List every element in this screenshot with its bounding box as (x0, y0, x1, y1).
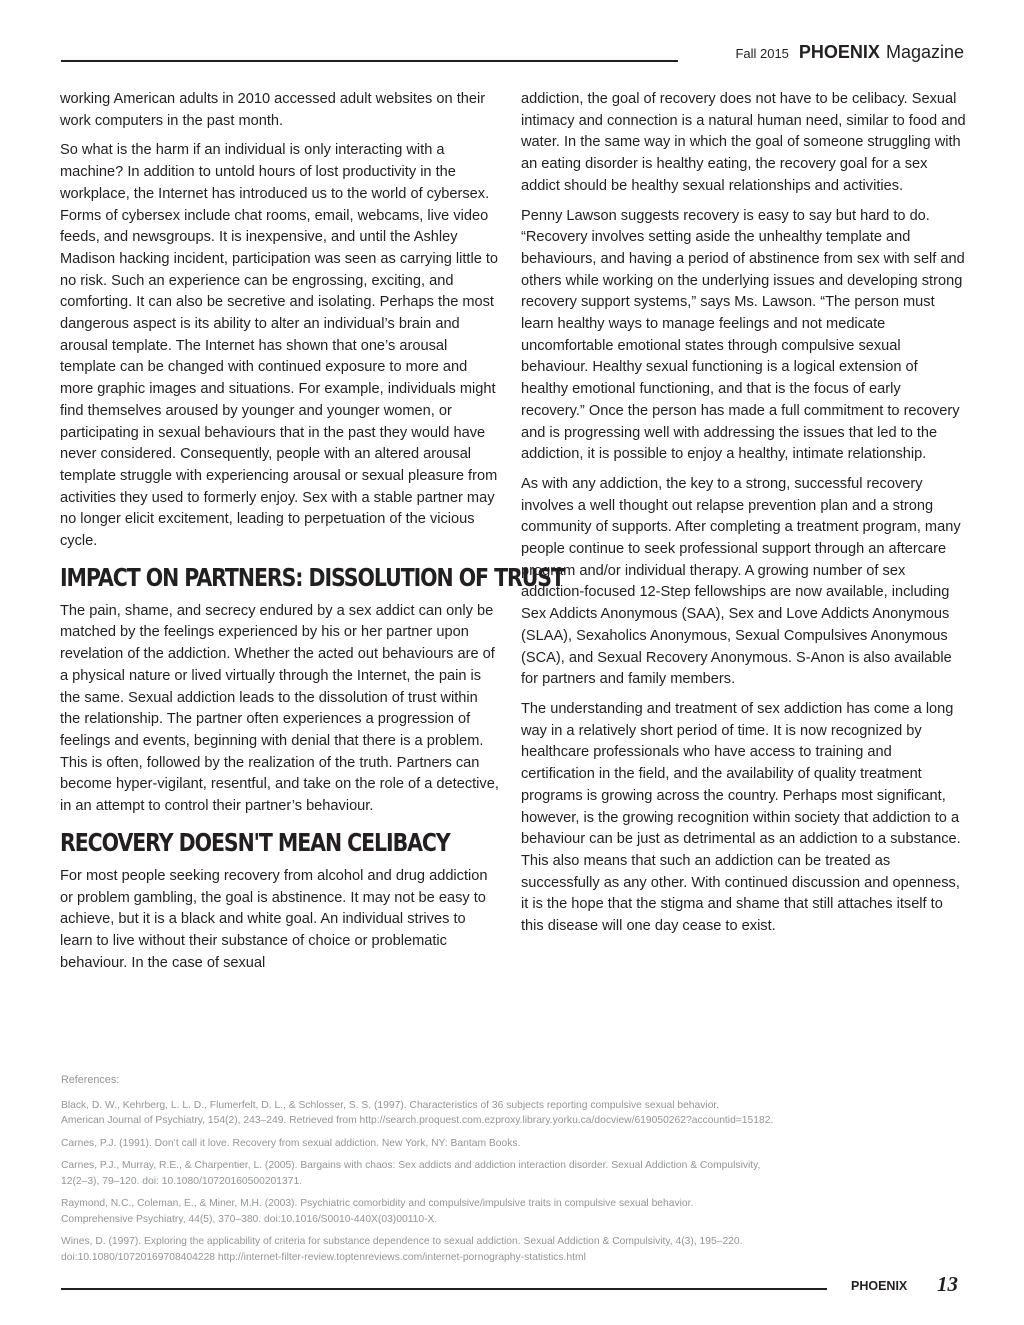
body-paragraph: For most people seeking recovery from alcohol and drug addiction or problem gambling, the goal is abstinence. It may not be easy to achieve, but it is a black and white goal. An individual strives to learn to live without their substance of choice or problematic behaviour. In the case of sexual (60, 867, 488, 971)
footer-brand: PHOENIX (851, 1279, 908, 1293)
page-number: 13 (937, 1272, 958, 1296)
body-paragraph: So what is the harm if an individual is only interacting with a machine? In addition to untold hours of lost productivity in the workplace, the Internet has introduced us to the world of cybersex. Forms of cybersex include chat rooms, email, webcams, live video feeds, and newsgroups. It is inexpensive, and until the Ashley Madison hacking incident, participation was seen as carrying little to no risk. Such an experience can be engrossing, exciting, and comforting. It can also be secretive and isolating. Perhaps the most dangerous aspect is its ability to alter an individual’s brain and arousal template. The Internet has shown that one’s arousal template can be changed with continued exposure to more and more graphic images and situations. For example, individuals might find themselves aroused by younger and younger women, or participating in sexual behaviours that in the past they would have never considered. Consequently, people with an altered arousal template struggle with experiencing arousal or sexual pleasure from activities they used to formerly enjoy. Sex with a stable partner may no longer elicit excitement, leading to perpetuation of the vicious cycle. (60, 142, 499, 550)
references (61, 1073, 941, 1272)
running-header (735, 42, 964, 63)
reference-line: doi:10.1080/10720169708404228 http://internet-filter-review.toptenreviews.com/internet-pornography-statistics.html (61, 1251, 586, 1263)
body-paragraph: working American adults in 2010 accessed adult websites on their work computers in the past month. (60, 91, 486, 129)
body-paragraph: The pain, shame, and secrecy endured by a sex addict can only be matched by the feelings experienced by his or her partner upon revelation of the addiction. Whether the acted out behaviours are of a physical nature or lived virtually through the Internet, the pain is the same. Sexual addiction leads to the dissolution of trust within the relationship. The partner often experiences a progression of feelings and events, beginning with denial that there is a problem. This is often, followed by the realization of the truth. Partners can become hyper-vigilant, resentful, and take on the role of a detective, in an attempt to control their partner’s behaviour. (60, 602, 499, 815)
reference-item (61, 1158, 941, 1189)
issue-season: Fall 2015 (735, 46, 789, 61)
reference-line: Carnes, P.J., Murray, R.E., & Charpentier, L. (2005). Bargains with chaos: Sex addicts and addiction interaction disorder. Sexual Addiction & Compulsivity, (61, 1160, 761, 1171)
left-column (60, 89, 564, 982)
body-paragraph: Penny Lawson suggests recovery is easy to say but hard to do. “Recovery involves setting aside the unhealthy template and behaviours, and having a period of abstinence from sex with self and others while working on the underlying issues and developing strong recovery support systems,” says Ms. Lawson. “The person must learn healthy ways to manage feelings and not medicate uncomfortable emotional states through compulsive sexual behaviour. Healthy sexual functioning is a logical extension of healthy emotional functioning, and that is the focus of early recovery.” Once the person has made a full commitment to recovery and is progressing well with addressing the issues that led to the addiction, it is possible to enjoy a healthy, intimate relationship. (521, 207, 965, 463)
reference-item (61, 1234, 941, 1265)
reference-line: Black, D. W., Kehrberg, L. L. D., Flumerfelt, D. L., & Schlosser, S. S. (1997). Characteristics of 36 subjects reporting compulsive sexual behavior. (61, 1099, 720, 1111)
reference-line: Raymond, N.C., Coleman, E., & Miner, M.H. (2003). Psychiatric comorbidity and compulsive/impulsive traits in compulsive sexual behavior. (61, 1198, 694, 1209)
reference-line: 12(2–3), 79–120. doi: 10.1080/10720160500201371. (61, 1175, 303, 1187)
reference-line: Wines, D. (1997). Exploring the applicability of criteria for substance dependence to sexual addiction. Sexual Addiction & Compulsivity, 4(3), 195–220. (61, 1236, 743, 1247)
header-rule (61, 60, 678, 62)
section-heading-recovery: RECOVERY DOESN'T MEAN CELIBACY (60, 827, 450, 857)
body-paragraph: The understanding and treatment of sex addiction has come a long way in a relatively short period of time. It is now recognized by healthcare professionals who have access to training and certification in the field, and the availability of quality treatment programs is growing across the country. Perhaps most significant, however, is the growing recognition within society that addiction to a behaviour can be just as detrimental as an addiction to a substance. This also means that such an addiction can be treated as successfully as any other. With continued discussion and openness, it is the hope that the stigma and shame that still attaches itself to this disease will one day cease to exist. (521, 700, 961, 935)
body-paragraph: addiction, the goal of recovery does not have to be celibacy. Sexual intimacy and connection is a natural human need, similar to food and water. In the same way in which the goal of someone struggling with an eating disorder is healthy eating, the recovery goal for a sex addict should be healthy sexual relationships and activities. (521, 91, 966, 194)
footer-rule (61, 1288, 827, 1290)
reference-item (61, 1136, 941, 1152)
references-title: References: (61, 1074, 120, 1086)
section-heading-partners: IMPACT ON PARTNERS: DISSOLUTION OF TRUST (60, 562, 564, 592)
reference-item (61, 1196, 941, 1227)
magazine-label: Magazine (885, 42, 964, 62)
reference-line: Carnes, P.J. (1991). Don’t call it love. Recovery from sexual addiction. New York, NY: Bantam Books. (61, 1137, 521, 1149)
reference-line: Comprehensive Psychiatry, 44(5), 370–380. doi:10.1016/S0010-440X(03)00110-X. (61, 1213, 438, 1225)
reference-item (61, 1098, 941, 1129)
right-column (521, 89, 967, 946)
body-paragraph: As with any addiction, the key to a strong, successful recovery involves a well thought out relapse prevention plan and a strong community of supports. After completing a treatment program, many people continue to seek professional support through an aftercare program and/or individual therapy. A growing number of sex addiction-focused 12-Step fellowships are now available, including Sex Addicts Anonymous (SAA), Sex and Love Addicts Anonymous (SLAA), Sexaholics Anonymous, Sexual Compulsives Anonymous (SCA), and Sexual Recovery Anonymous. S-Anon is also available for partners and family members. (521, 475, 961, 688)
reference-line: American Journal of Psychiatry, 154(2), 243–249. Retrieved from http://search.proquest.com.ezproxy.library.yorku.ca/docview/619050262?accountid=15182. (61, 1115, 774, 1126)
magazine-brand: PHOENIX (798, 42, 880, 62)
